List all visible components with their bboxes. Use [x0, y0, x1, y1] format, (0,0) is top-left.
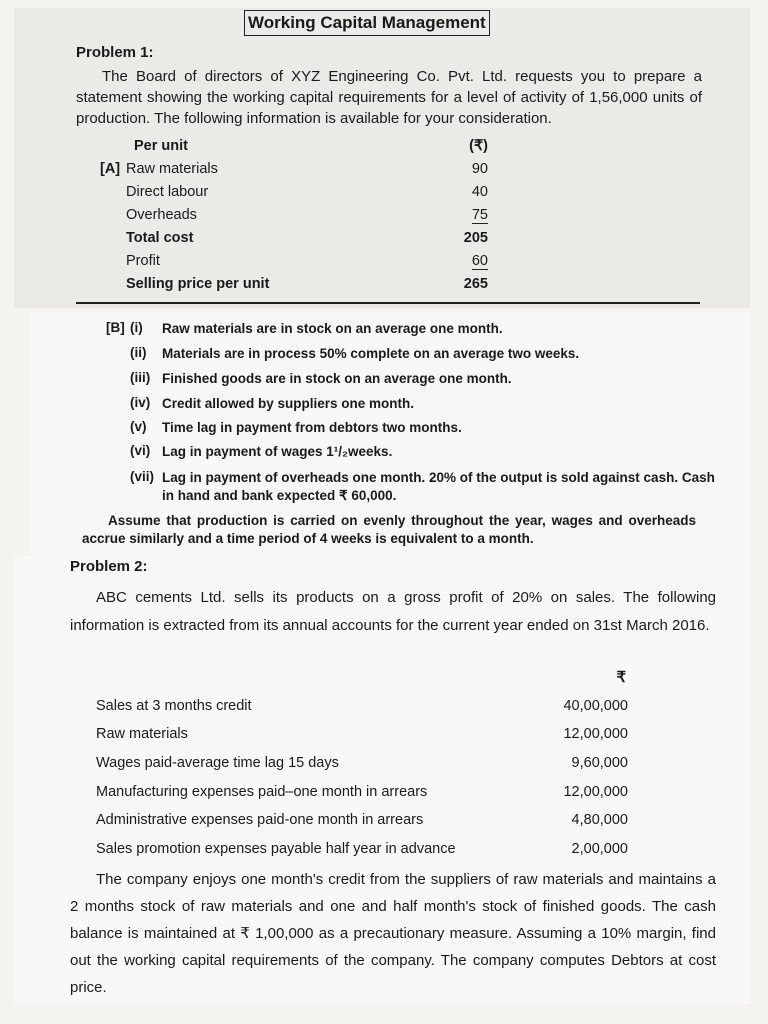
condition-number: (i) — [130, 320, 143, 335]
cost-row-value: 265 — [463, 276, 488, 292]
cost-row-label: Overheads — [126, 207, 197, 223]
expense-label: Manufacturing expenses paid–one month in arrears — [96, 784, 428, 800]
problem2-heading: Problem 2: — [70, 558, 148, 575]
section-a-marker: [A] — [100, 161, 121, 177]
problem1-cost-panel — [14, 8, 750, 308]
expense-row — [14, 726, 750, 754]
cost-row-value: 90 — [471, 161, 488, 177]
currency-header: ₹ — [616, 669, 626, 686]
cost-row-value: 205 — [463, 230, 488, 246]
cost-row — [14, 230, 750, 253]
expense-value: 12,00,000 — [563, 784, 628, 800]
per-unit-header: Per unit — [134, 138, 188, 154]
expense-label: Sales promotion expenses payable half year in advance — [96, 841, 456, 857]
unit-header: (₹) — [469, 138, 488, 154]
divider — [76, 302, 700, 304]
condition-text: Credit allowed by suppliers one month. — [162, 396, 415, 411]
condition-text: Finished goods are in stock on an average one month. — [162, 371, 512, 386]
page-title: Working Capital Management — [244, 10, 490, 36]
expense-label: Wages paid-average time lag 15 days — [96, 755, 339, 771]
expense-label: Sales at 3 months credit — [96, 698, 252, 714]
condition-text: Lag in payment of overheads one month. 20% of the output is sold against cash. Cash in hand and bank expected ₹ 60,000. — [162, 470, 715, 503]
expense-value: 2,00,000 — [571, 841, 628, 857]
cost-row-label: Direct labour — [126, 184, 209, 200]
cost-row — [14, 207, 750, 230]
expense-row — [14, 698, 750, 726]
cost-row-label: Profit — [126, 253, 160, 269]
expense-row — [14, 784, 750, 812]
cost-row — [14, 276, 750, 299]
problem1-heading: Problem 1: — [76, 44, 154, 61]
cost-row-value: 60 — [471, 253, 488, 269]
assumption-note: Assume that production is carried on evenly throughout the year, wages and overheads accrue similarly and a time period of 4 weeks is equivalent to a month. — [82, 513, 696, 546]
condition-number: (vii) — [130, 469, 155, 484]
cost-row-label: Total cost — [126, 230, 194, 246]
cost-row-value: 40 — [471, 184, 488, 200]
cost-row — [14, 253, 750, 276]
condition-text: Materials are in process 50% complete on an average two weeks. — [162, 346, 580, 361]
cost-row-label: Raw materials — [126, 161, 218, 177]
problem2-closing: The company enjoys one month's credit from the suppliers of raw materials and maintains a 2 months stock of raw materials and one and half month's stock of finished goods. The cash balance is maintained at ₹ 1,00,000 as a precautionary measure. Assuming a 10% margin, find out the working capital requirements of the company. The company computes Debtors at cost price. — [70, 871, 716, 996]
condition-number: (v) — [130, 419, 147, 434]
problem1-conditions-panel — [30, 312, 750, 556]
condition-number: (vi) — [130, 443, 151, 458]
cost-row — [14, 161, 750, 184]
condition-number: (iv) — [130, 395, 151, 410]
condition-text: Time lag in payment from debtors two months. — [162, 420, 462, 435]
condition-text: Raw materials are in stock on an average one month. — [162, 321, 503, 336]
expense-row — [14, 755, 750, 783]
expense-row — [14, 841, 750, 869]
expense-value: 4,80,000 — [571, 812, 628, 828]
expense-row — [14, 812, 750, 840]
problem2-panel — [14, 556, 750, 1004]
cost-row-label: Selling price per unit — [126, 276, 270, 292]
condition-number: (ii) — [130, 345, 147, 360]
expense-value: 12,00,000 — [563, 726, 628, 742]
condition-number: (iii) — [130, 370, 151, 385]
section-b-marker: [B] — [106, 320, 125, 335]
cost-table-header — [14, 138, 750, 161]
cost-row-value: 75 — [471, 207, 488, 223]
expense-label: Administrative expenses paid-one month in arrears — [96, 812, 424, 828]
cost-row — [14, 184, 750, 207]
expense-value: 9,60,000 — [571, 755, 628, 771]
condition-text: Lag in payment of wages 1¹/₂weeks. — [162, 444, 393, 459]
problem1-intro: The Board of directors of XYZ Engineering Co. Pvt. Ltd. requests you to prepare a statement showing the working capital requirements for a level of activity of 1,56,000 units of production. The following information is available for your consideration. — [76, 68, 702, 127]
problem2-intro: ABC cements Ltd. sells its products on a gross profit of 20% on sales. The following information is extracted from its annual accounts for the current year ended on 31st March 2016. — [70, 589, 716, 634]
expense-label: Raw materials — [96, 726, 188, 742]
expense-value: 40,00,000 — [563, 698, 628, 714]
